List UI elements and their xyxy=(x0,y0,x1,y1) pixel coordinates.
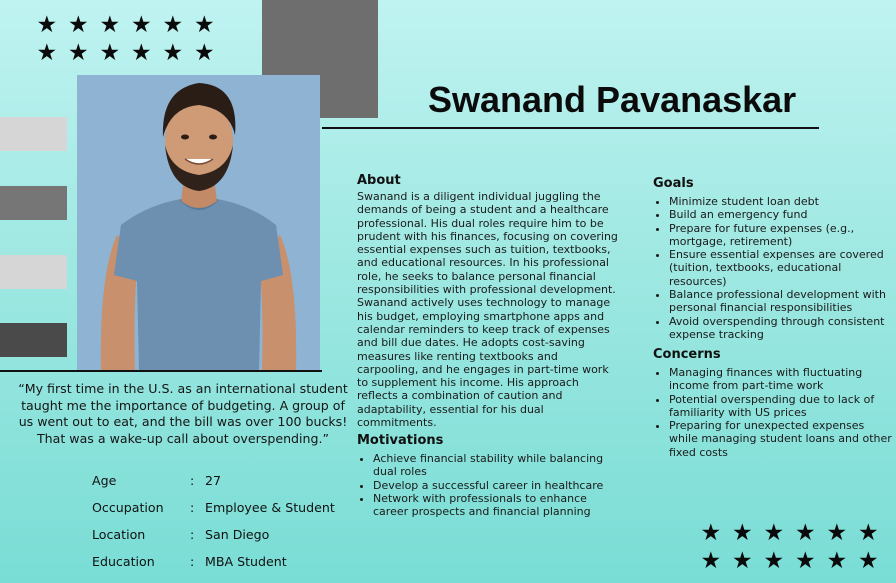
fact-label: Location xyxy=(92,527,146,542)
star-icon: ★ xyxy=(99,40,121,66)
star-icon: ★ xyxy=(36,40,58,66)
fact-colon: : xyxy=(190,473,195,488)
goals-heading: Goals xyxy=(653,176,694,191)
star-icon: ★ xyxy=(857,520,879,546)
fact-colon: : xyxy=(190,554,195,569)
list-item: • Ensure essential expenses are covered (tuition, textbooks, educational resources) xyxy=(669,248,896,288)
star-grid-top xyxy=(31,11,220,67)
list-item: • Develop a successful career in healthcare xyxy=(373,479,619,492)
list-item: • Achieve financial stability while balancing dual roles xyxy=(373,452,619,479)
fact-value: 27 xyxy=(205,473,222,488)
persona-quote: “My first time in the U.S. as an international student taught me the importance of budgeting. A group of us went out to eat, and the bill was over 100 bucks! That was a wake-up call about overspending.” xyxy=(18,381,348,446)
list-item: • Avoid overspending through consistent expense tracking xyxy=(669,315,896,342)
decorative-bar xyxy=(0,186,67,220)
name-divider xyxy=(322,127,819,129)
list-item: • Minimize student loan debt xyxy=(669,195,896,208)
star-icon: ★ xyxy=(826,520,848,546)
star-icon: ★ xyxy=(794,520,816,546)
about-heading: About xyxy=(357,173,401,188)
star-icon: ★ xyxy=(67,12,89,38)
list-item: • Managing finances with fluctuating income from part-time work xyxy=(669,366,896,393)
goals-section xyxy=(653,175,896,341)
goals-list xyxy=(653,195,896,341)
motivations-heading: Motivations xyxy=(357,433,444,448)
list-item: • Build an emergency fund xyxy=(669,208,896,221)
persona-name: Swanand Pavanaskar xyxy=(428,79,797,120)
star-icon: ★ xyxy=(731,520,753,546)
concerns-heading: Concerns xyxy=(653,347,721,362)
star-icon: ★ xyxy=(763,548,785,574)
star-icon: ★ xyxy=(700,520,722,546)
portrait-icon xyxy=(77,75,320,371)
star-icon: ★ xyxy=(700,548,722,574)
star-icon: ★ xyxy=(193,12,215,38)
photo-divider xyxy=(0,370,322,372)
decorative-bar xyxy=(0,323,67,357)
fact-value: MBA Student xyxy=(205,554,287,569)
star-icon: ★ xyxy=(130,40,152,66)
concerns-section xyxy=(653,346,896,459)
star-grid-bottom xyxy=(695,519,884,575)
fact-colon: : xyxy=(190,500,195,515)
star-icon: ★ xyxy=(826,548,848,574)
star-icon: ★ xyxy=(67,40,89,66)
star-icon: ★ xyxy=(99,12,121,38)
about-section xyxy=(357,172,619,429)
list-item: • Balance professional development with personal financial responsibilities xyxy=(669,288,896,315)
star-icon: ★ xyxy=(857,548,879,574)
motivations-section xyxy=(357,432,619,518)
star-icon: ★ xyxy=(794,548,816,574)
fact-value: Employee & Student xyxy=(205,500,335,515)
fact-label: Age xyxy=(92,473,117,488)
fact-value: San Diego xyxy=(205,527,270,542)
star-icon: ★ xyxy=(36,12,58,38)
star-icon: ★ xyxy=(193,40,215,66)
decorative-bar xyxy=(0,117,67,151)
list-item: • Potential overspending due to lack of familiarity with US prices xyxy=(669,393,896,420)
star-icon: ★ xyxy=(731,548,753,574)
concerns-list xyxy=(653,366,896,459)
list-item: • Preparing for unexpected expenses while managing student loans and other fixed costs xyxy=(669,419,896,459)
list-item: • Prepare for future expenses (e.g., mortgage, retirement) xyxy=(669,222,896,249)
fact-label: Education xyxy=(92,554,155,569)
star-icon: ★ xyxy=(130,12,152,38)
star-icon: ★ xyxy=(162,40,184,66)
list-item: • Network with professionals to enhance career prospects and financial planning xyxy=(373,492,619,519)
decorative-bar xyxy=(0,255,67,289)
fact-colon: : xyxy=(190,527,195,542)
motivations-list xyxy=(357,452,619,518)
star-icon: ★ xyxy=(162,12,184,38)
profile-photo xyxy=(77,75,320,371)
fact-label: Occupation xyxy=(92,500,164,515)
star-icon: ★ xyxy=(763,520,785,546)
about-text: Swanand is a diligent individual juggling the demands of being a student and a healthcare professional. His dual roles require him to be prudent with his finances, focusing on covering essential expenses such as tuition, textbooks, and educational resources. In his professional role, he seeks to balance personal financial responsibilities with professional development. Swanand actively uses technology to manage his budget, employing smartphone apps and calendar reminders to keep track of expenses and bill due dates. He adopts cost-saving measures like renting textbooks and carpooling, and he engages in part-time work to supplement his income. His approach reflects a combination of caution and adaptability, essential for his dual commitments. xyxy=(357,190,618,430)
